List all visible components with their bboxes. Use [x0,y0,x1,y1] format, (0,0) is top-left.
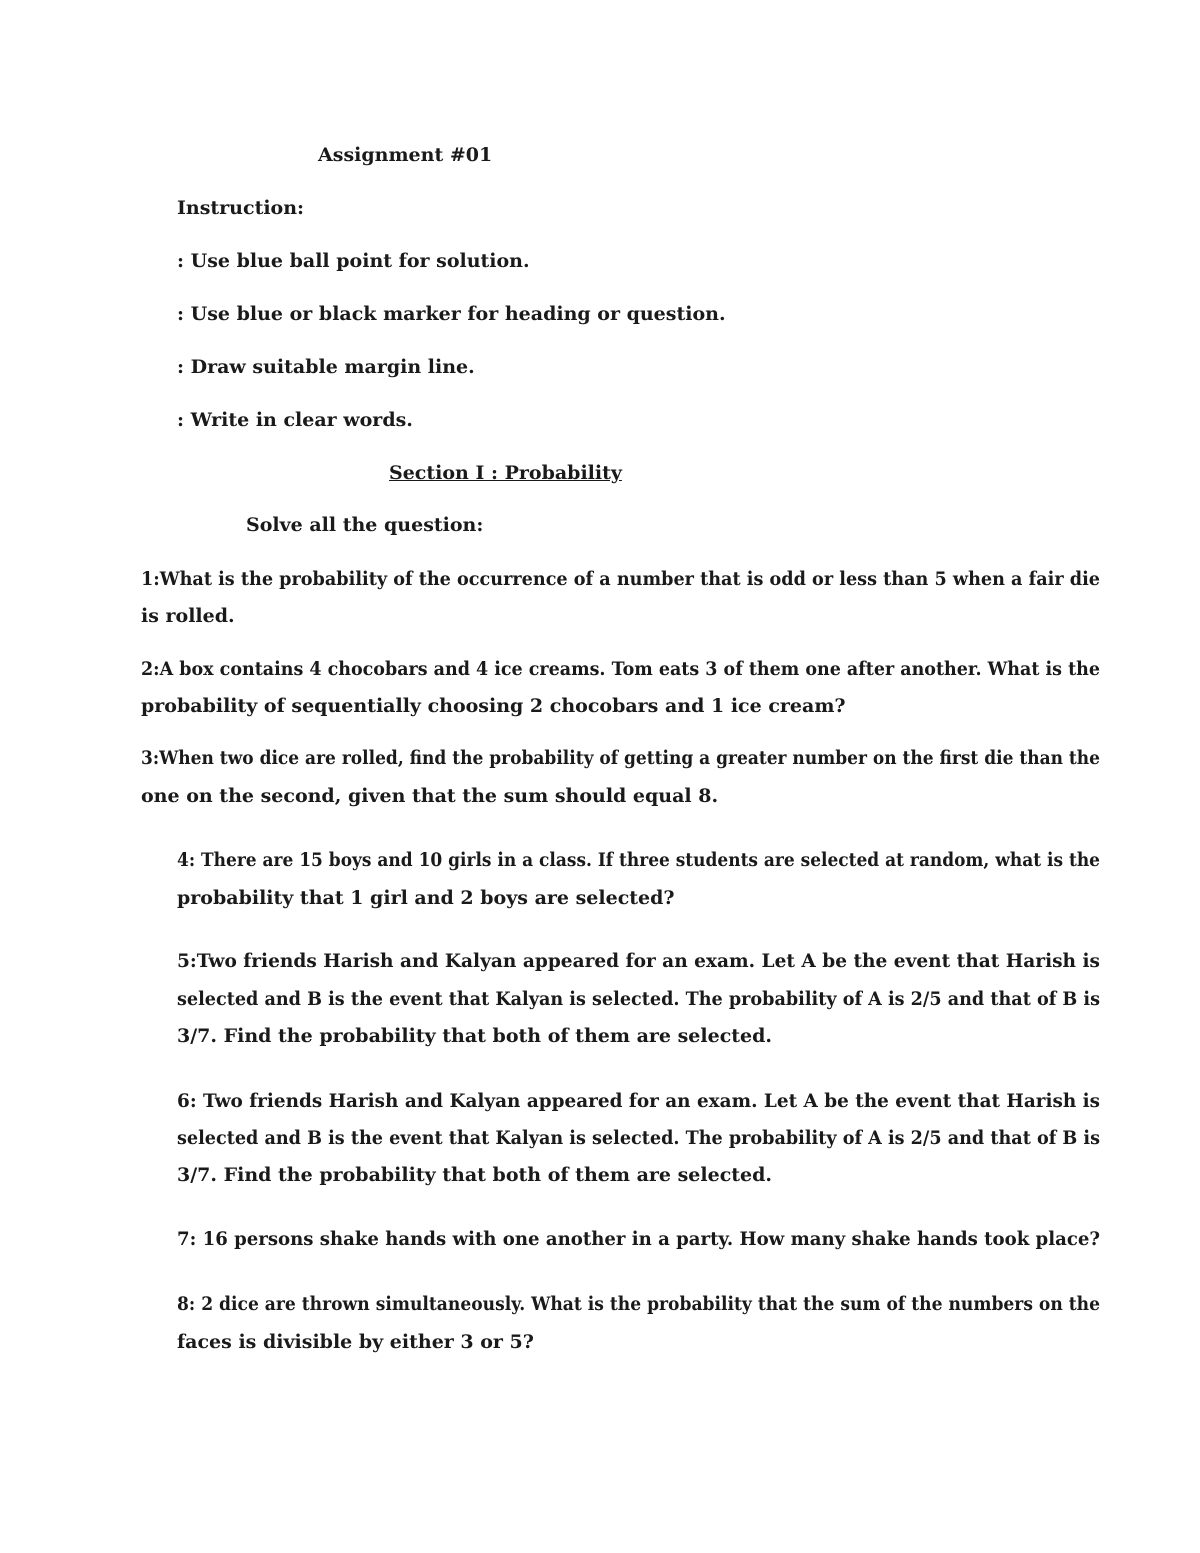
question-4-line-1: 4: There are 15 boys and 10 girls in a class. If three students are selected at random, what is the [177,849,1100,871]
instruction-item: : Use blue ball point for solution. [177,250,530,272]
question-2-line-1: 2:A box contains 4 chocobars and 4 ice creams. Tom eats 3 of them one after another. What is the [141,658,1100,680]
question-6-line-3: 3/7. Find the probability that both of them are selected. [177,1164,773,1186]
question-2-line-2: probability of sequentially choosing 2 chocobars and 1 ice cream? [141,695,846,717]
question-8-line-1: 8: 2 dice are thrown simultaneously. What is the probability that the sum of the numbers on the [177,1293,1100,1315]
question-6-line-1: 6: Two friends Harish and Kalyan appeared for an exam. Let A be the event that Harish is [177,1090,1100,1112]
question-8-line-2: faces is divisible by either 3 or 5? [177,1331,534,1353]
question-1-line-1: 1:What is the probability of the occurrence of a number that is odd or less than 5 when a fair die [141,568,1100,590]
question-6-line-2: selected and B is the event that Kalyan is selected. The probability of A is 2/5 and that of B is [177,1127,1100,1149]
question-4-line-2: probability that 1 girl and 2 boys are selected? [177,887,675,909]
question-5-line-2: selected and B is the event that Kalyan is selected. The probability of A is 2/5 and that of B is [177,988,1100,1010]
instruction-item: : Write in clear words. [177,409,413,431]
assignment-title: Assignment #01 [318,144,493,166]
question-1-line-2: is rolled. [141,605,235,627]
question-5-line-3: 3/7. Find the probability that both of them are selected. [177,1025,773,1047]
instruction-item: : Draw suitable margin line. [177,356,475,378]
instruction-item: : Use blue or black marker for heading or question. [177,303,726,325]
question-3-line-1: 3:When two dice are rolled, find the probability of getting a greater number on the first die than the [141,747,1100,769]
question-5-line-1: 5:Two friends Harish and Kalyan appeared for an exam. Let A be the event that Harish is [177,950,1100,972]
question-3-line-2: one on the second, given that the sum should equal 8. [141,785,719,807]
section-subheading: Solve all the question: [246,514,484,536]
instruction-heading: Instruction: [177,197,305,219]
question-7-line-1: 7: 16 persons shake hands with one another in a party. How many shake hands took place? [177,1228,1100,1250]
section-heading: Section I : Probability [389,462,622,484]
